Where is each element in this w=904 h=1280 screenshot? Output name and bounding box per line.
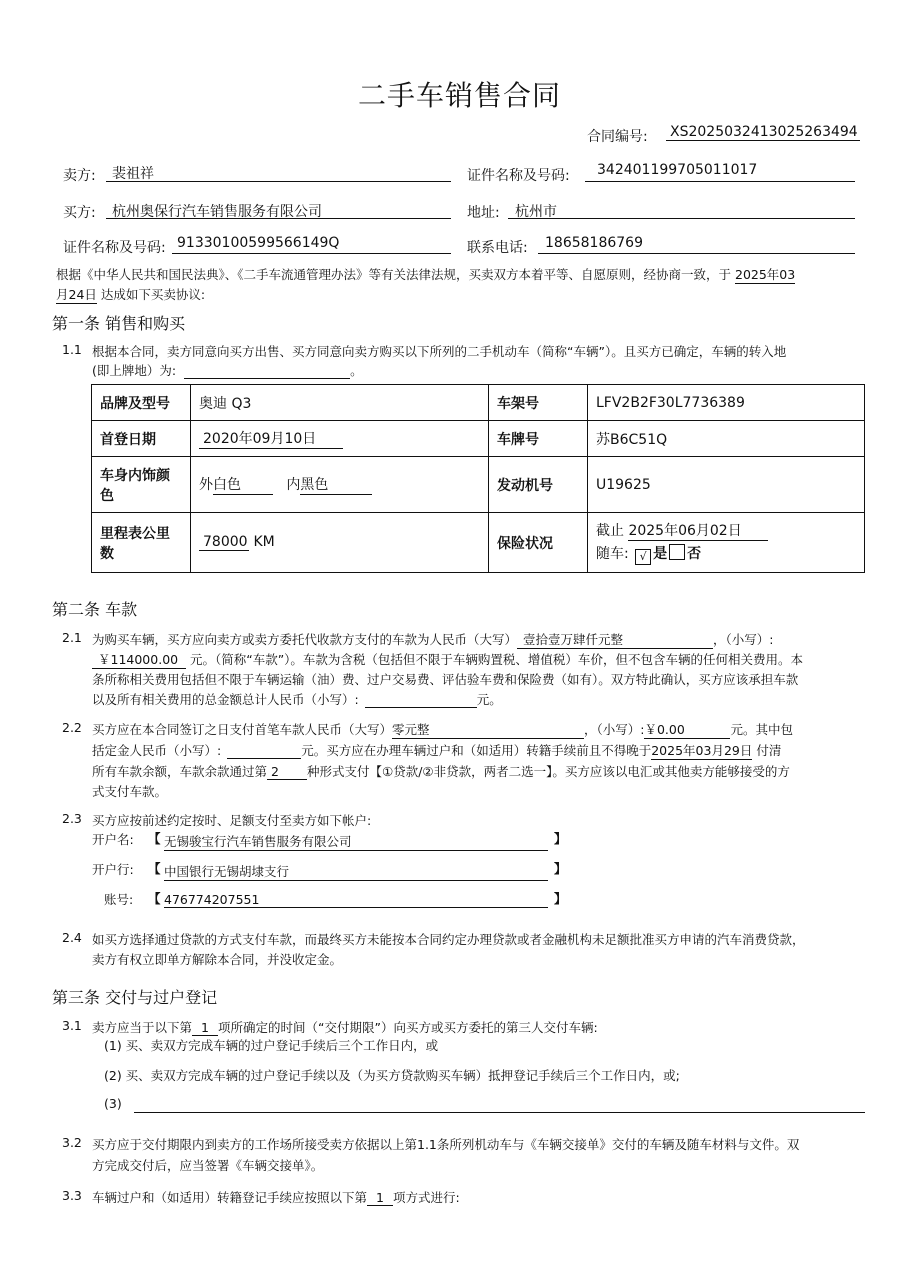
clause-2-2-line3: 所有车款余额，车款余款通过第 2 种形式支付【①贷款/②非贷款，两者二选一】。买方应该以电汇或其他卖方能够接受的方: [92, 764, 790, 779]
bank-value: 中国银行无锡胡埭支行: [164, 862, 548, 881]
bank-label: 开户行:: [92, 862, 134, 877]
clause-2-1-line3: 条所称相关费用包括但不限于车辆运输（油）费、过户交易费、评估验车费和保险费（如有）。双方特此确认，买方应该承担车款: [92, 672, 799, 687]
clause-3-1-number: 3.1: [62, 1018, 82, 1033]
mileage-cell: 78000 KM: [191, 513, 489, 573]
phone-value: 18658186769: [545, 235, 643, 251]
article-1-title: 第一条 销售和购买: [52, 314, 186, 333]
clause-2-2-number: 2.2: [62, 720, 82, 735]
first-payment-upper: 零元整: [392, 720, 584, 739]
clause-3-1-option-2: (2) 买、卖双方完成车辆的过户登记手续以及（为买方贷款购买车辆）抵押登记手续后三个工作日内，或;: [104, 1068, 680, 1083]
plate-label: 车牌号: [489, 421, 588, 457]
clause-2-4-line2: 卖方有权立即单方解除本合同，并没收定金。: [92, 952, 343, 967]
vehicle-info-table: [91, 384, 865, 573]
brand-value: 奥迪 Q3: [191, 385, 489, 421]
bracket-left: 【: [148, 891, 161, 906]
preamble-line1: 根据《中华人民共和国民法典》、《二手车流通管理办法》等有关法律法规，买卖双方本着平等、自愿原则，经协商一致，于 2025年03: [56, 267, 796, 282]
buyer-name: 杭州奥保行汽车销售服务有限公司: [112, 204, 322, 220]
seller-label: 卖方:: [63, 168, 96, 184]
buyer-id-label: 证件名称及号码:: [63, 240, 166, 256]
clause-3-2-line2: 方完成交付后，应当签署《车辆交接单》。: [92, 1158, 324, 1173]
clause-2-4-number: 2.4: [62, 930, 82, 945]
clause-2-3-line1: 买方应按前述约定按时、足额支付至卖方如下帐户:: [92, 813, 372, 828]
buyer-id: 91330100599566149Q: [177, 235, 340, 251]
total-price-lower: ￥114000.00: [92, 650, 186, 669]
vin-label: 车架号: [489, 385, 588, 421]
seller-name: 裴祖祥: [112, 166, 154, 182]
account-name-label: 开户名:: [92, 832, 134, 847]
engine-value: U19625: [588, 457, 865, 513]
insurance-label: 保险状况: [489, 513, 588, 573]
article-2-title: 第二条 车款: [52, 600, 138, 619]
buyer-label: 买方:: [63, 205, 96, 221]
clause-2-3-number: 2.3: [62, 811, 82, 826]
contract-no-value: XS2025032413025263494: [666, 124, 860, 141]
final-payment-date: 2025年03月29日: [651, 743, 753, 758]
article-3-title: 第三条 交付与过户登记: [52, 988, 218, 1007]
color-cell: 外白色 内黑色: [191, 457, 489, 513]
reg-date-label: 首登日期: [92, 421, 191, 457]
clause-3-3-line1: 车辆过户和（如适用）转籍登记手续应按照以下第 1 项方式进行:: [92, 1190, 460, 1205]
engine-label: 发动机号: [489, 457, 588, 513]
bracket-left: 【: [148, 861, 161, 876]
clause-2-2-line1: 买方应在本合同签订之日支付首笔车款人民币（大写）零元整 ，（小写）:￥0.00 元。其中包: [92, 722, 793, 737]
preamble-line2: 月24日 达成如下买卖协议:: [56, 287, 206, 302]
clause-3-1-option-3: (3): [104, 1096, 122, 1111]
contract-no-label: 合同编号:: [587, 129, 648, 145]
clause-3-3-number: 3.3: [62, 1188, 82, 1203]
vin-value: LFV2B2F30L7736389: [588, 385, 865, 421]
plate-value: 苏B6C51Q: [588, 421, 865, 457]
delivery-option-number: 1: [192, 1020, 218, 1036]
reg-date-value: 2020年09月10日: [199, 428, 343, 449]
reg-date-cell: [191, 421, 489, 457]
clause-1-1-line2: (即上牌地）为: 。: [92, 363, 363, 378]
clause-2-1-line1: 为购买车辆，买方应向卖方或卖方委托代收款方支付的车款为人民币（大写） 壹拾壹万肆仟元整 ，（小写）:: [92, 632, 774, 647]
clause-2-2-line2: 括定金人民币（小写）: 元。买方应在办理车辆过户和（如适用）转籍手续前且不得晚于2025年03月29日 付清: [92, 743, 782, 758]
phone-label: 联系电话:: [467, 240, 528, 256]
exterior-color: 白色: [213, 474, 273, 495]
insurance-cell: 截止 2025年06月02日 随车: √ 是 否: [588, 513, 865, 573]
contract-title: 二手车销售合同: [358, 79, 562, 112]
total-price-upper: 壹拾壹万肆仟元整: [517, 630, 713, 649]
account-name-value: 无锡骏宝行汽车销售服务有限公司: [164, 832, 548, 851]
seller-id-label: 证件名称及号码:: [467, 168, 570, 184]
brand-label: 品牌及型号: [92, 385, 191, 421]
insurance-date: 2025年06月02日: [628, 520, 768, 541]
first-payment-lower: ￥0.00: [644, 720, 730, 739]
clause-3-2-line1: 买方应于交付期限内到卖方的工作场所接受卖方依据以上第1.1条所列机动车与《车辆交接单》交付的车辆及随车材料与文件。双: [92, 1137, 800, 1152]
transfer-option-number: 1: [367, 1190, 393, 1206]
account-number-label: 账号:: [104, 892, 134, 907]
no-checkbox-icon: [669, 544, 685, 560]
seller-id: 342401199705011017: [597, 162, 758, 178]
clause-3-1-option-1: (1) 买、卖双方完成车辆的过户登记手续后三个工作日内，或: [104, 1038, 439, 1053]
mileage-value: 78000: [199, 534, 249, 551]
bracket-left: 【: [148, 831, 161, 846]
bracket-right: 】: [554, 861, 567, 876]
clause-3-1-line1: 卖方应当于以下第 1 项所确定的时间（“交付期限”）向买方或买方委托的第三人交付车辆:: [92, 1020, 598, 1035]
payment-method-number: 2: [267, 764, 307, 780]
address-label: 地址:: [467, 205, 500, 221]
bracket-right: 】: [554, 831, 567, 846]
interior-color: 黑色: [300, 474, 372, 495]
yes-checkbox-icon: √: [635, 549, 651, 565]
mileage-label: 里程表公里 数: [92, 513, 191, 573]
address-value: 杭州市: [515, 204, 557, 220]
clause-3-2-number: 3.2: [62, 1135, 82, 1150]
clause-2-2-line4: 式支付车款。: [92, 784, 168, 799]
clause-2-1-line2: ￥114000.00 元。（简称“车款”）。车款为含税（包括但不限于车辆购置税、增值税）车价，但不包含车辆的任何相关费用。本: [92, 650, 803, 669]
clause-2-4-line1: 如买方选择通过贷款的方式支付车款，而最终买方未能按本合同约定办理贷款或者金融机构未足额批准买方申请的汽车消费贷款，: [92, 932, 805, 947]
clause-1-1-number: 1.1: [62, 342, 82, 357]
color-label: 车身内饰颜 色: [92, 457, 191, 513]
clause-1-1-line1: 根据本合同，卖方同意向买方出售、买方同意向卖方购买以下所列的二手机动车（简称“车辆”）。且买方已确定，车辆的转入地: [92, 344, 787, 359]
account-number-value: 476774207551: [164, 892, 548, 908]
clause-2-1-line4: 以及所有相关费用的总金额总计人民币（小写）: 元。: [92, 692, 502, 707]
clause-2-1-number: 2.1: [62, 630, 82, 645]
bracket-right: 】: [554, 891, 567, 906]
